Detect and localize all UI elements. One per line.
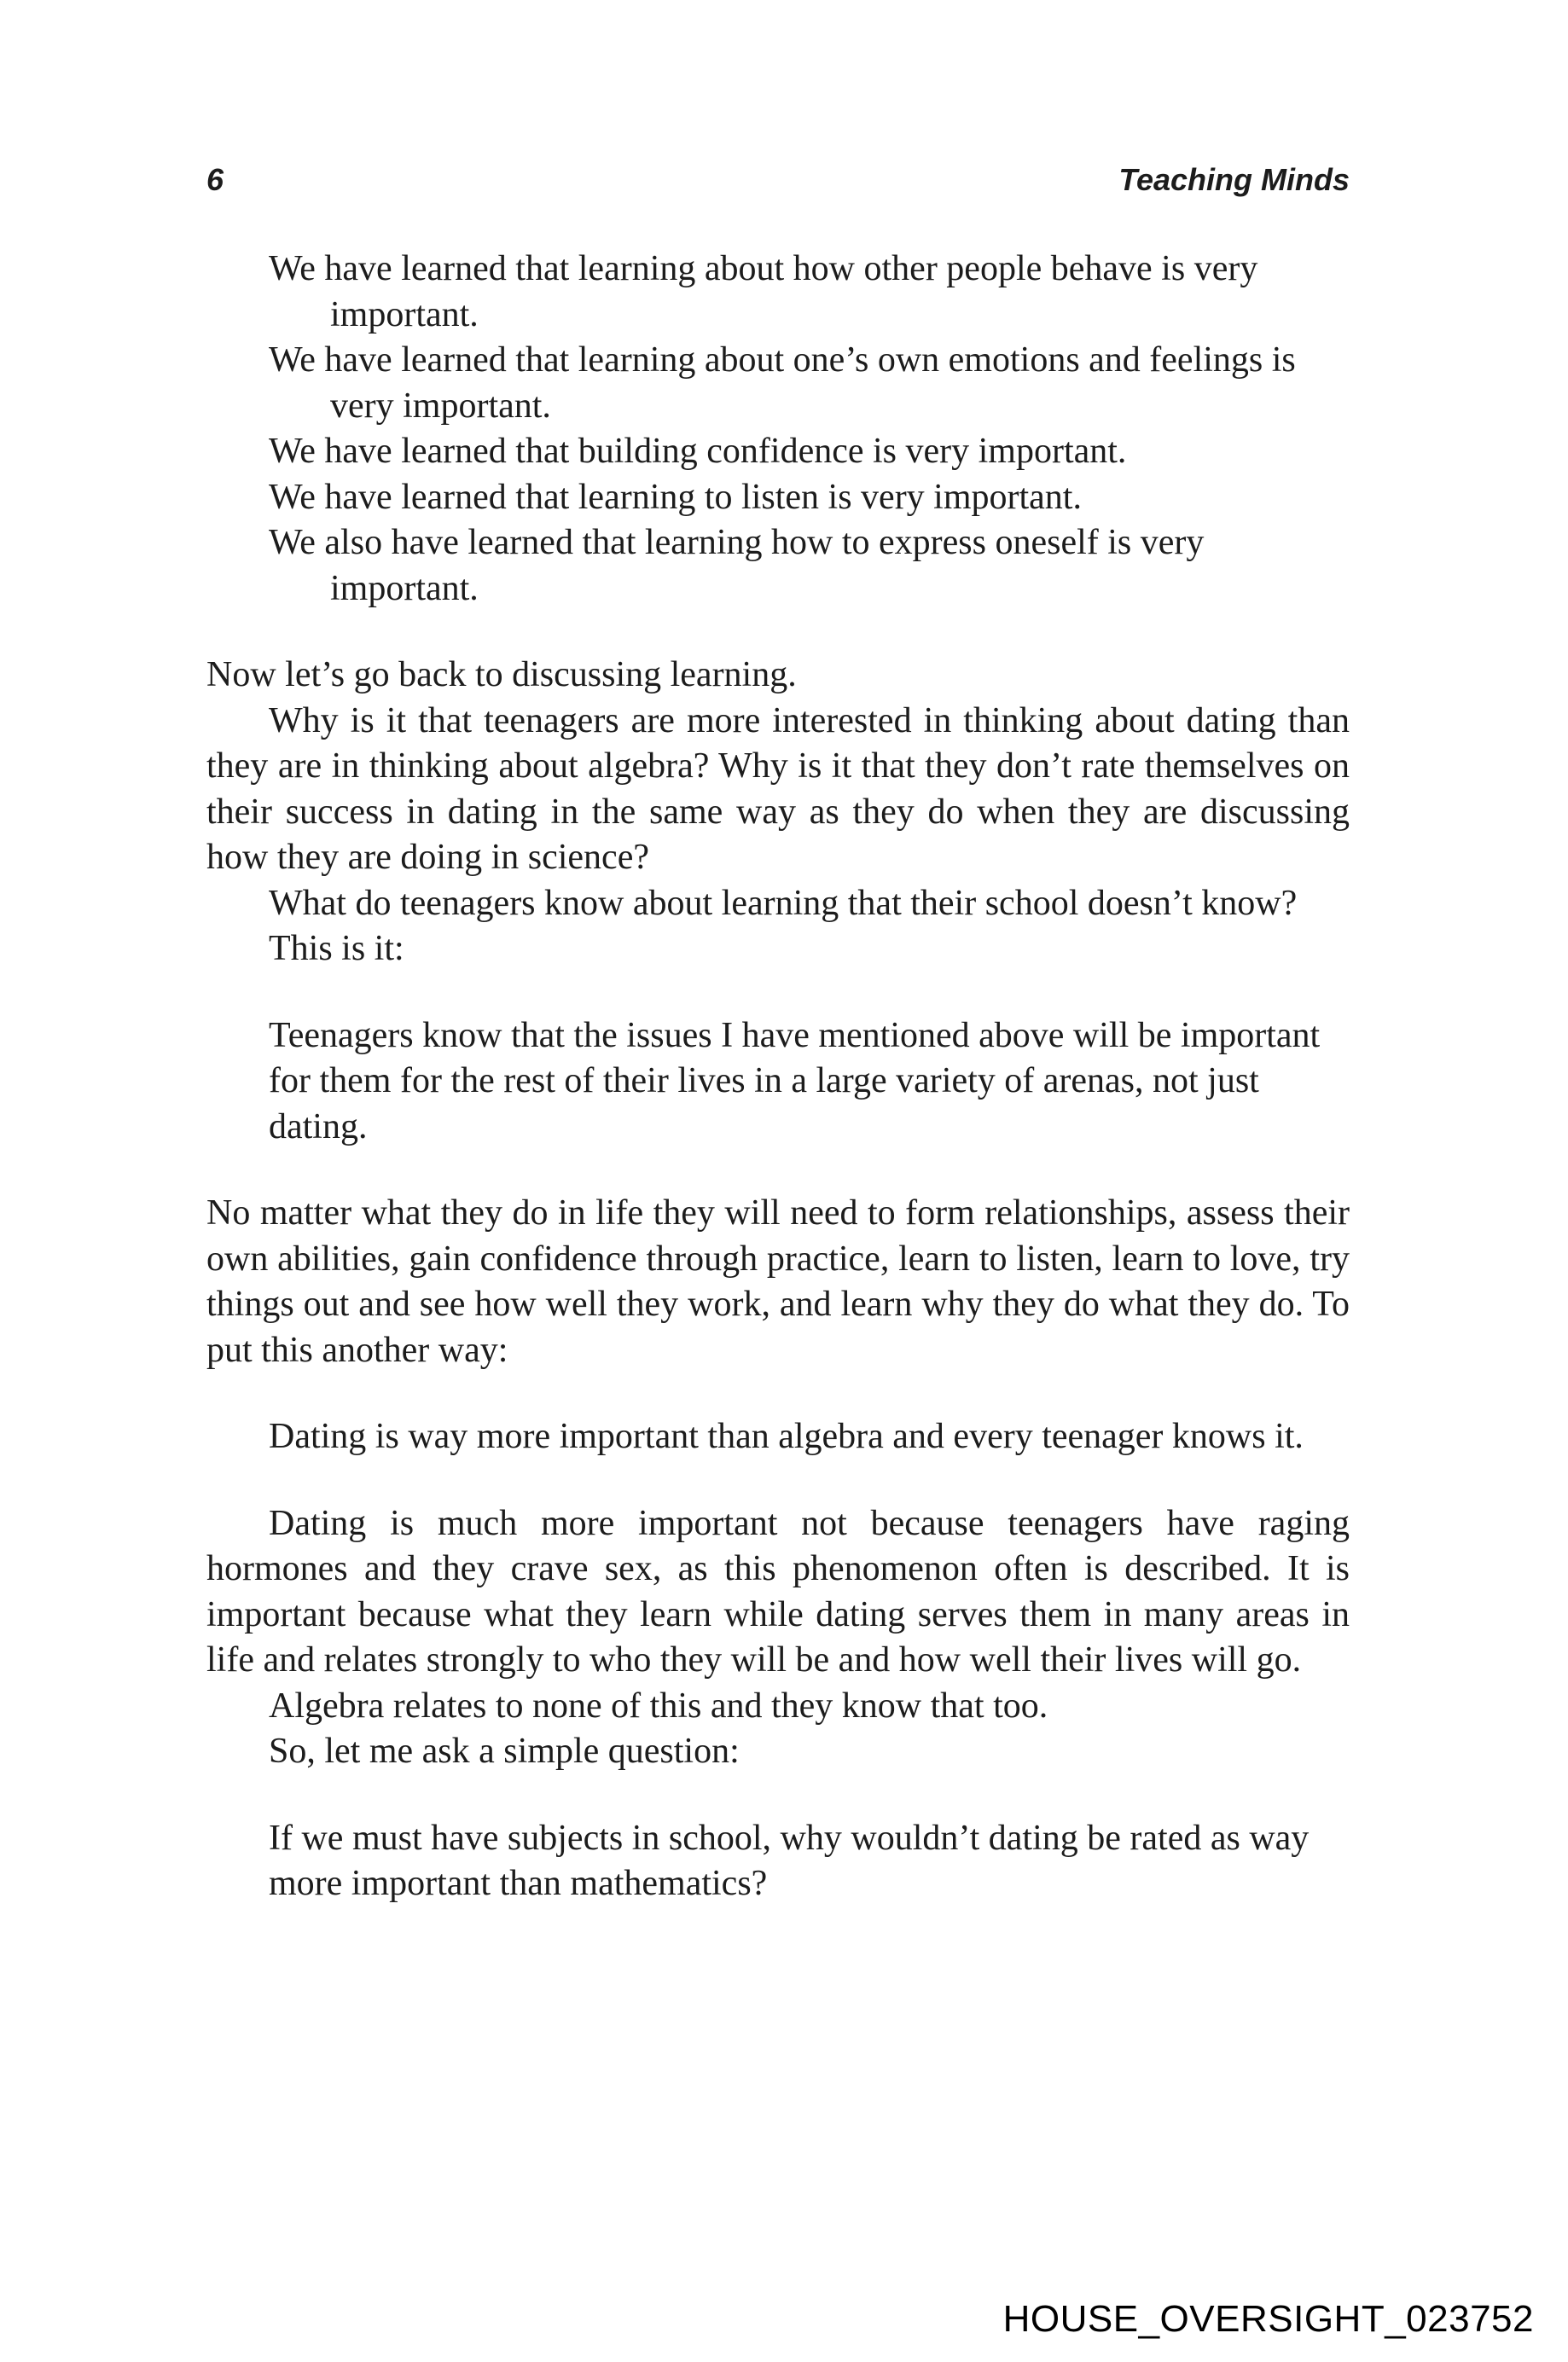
list-item: We have learned that learning about one’s own emotions and feelings is very important. xyxy=(269,340,1296,426)
page-number: 6 xyxy=(206,162,224,197)
bates-number: HOUSE_OVERSIGHT_023752 xyxy=(1002,2298,1534,2340)
paragraph: This is it: xyxy=(269,929,404,968)
paragraph: Why is it that teenagers are more interested in thinking about dating than they are in thinking about algebra? Why is it that they don’t rate themselves on their success in dating in the same way as they do when they are discussing how they are doing in science? xyxy=(206,700,1350,877)
list-item: We also have learned that learning how to express oneself is very important. xyxy=(269,523,1205,608)
block-quote: If we must have subjects in school, why wouldn’t dating be rated as way more important than mathematics? xyxy=(269,1818,1310,1903)
page-body xyxy=(206,247,1350,1907)
paragraph: Algebra relates to none of this and they know that too. xyxy=(269,1686,1048,1726)
paragraph: Dating is much more important not because teenagers have raging hormones and they crave sex, as this phenomenon often is described. It is important because what they learn while dating serves them in many areas in life and relates strongly to who they will be and how well their lives will go. xyxy=(206,1503,1350,1680)
book-title: Teaching Minds xyxy=(1118,162,1350,197)
paragraph: So, let me ask a simple question: xyxy=(269,1732,740,1771)
list-item: We have learned that learning to listen is very important. xyxy=(269,477,1082,517)
block-quote: Dating is way more important than algebra and every teenager knows it. xyxy=(269,1417,1304,1456)
paragraph: No matter what they do in life they will need to form relationships, assess their own abilities, gain confidence through practice, learn to listen, learn to love, try things out and see how well they work, and learn why they do what they do. To put this another way: xyxy=(206,1193,1350,1370)
paragraph: Now let’s go back to discussing learning. xyxy=(206,655,797,694)
paragraph: What do teenagers know about learning that their school doesn’t know? xyxy=(269,883,1298,923)
list-item: We have learned that building confidence is very important. xyxy=(269,432,1127,471)
block-quote: Teenagers know that the issues I have mentioned above will be important for them for the rest of their lives in a large variety of arenas, not just dating. xyxy=(269,1015,1321,1146)
running-head xyxy=(206,159,1350,201)
list-item: We have learned that learning about how other people behave is very important. xyxy=(269,249,1258,334)
